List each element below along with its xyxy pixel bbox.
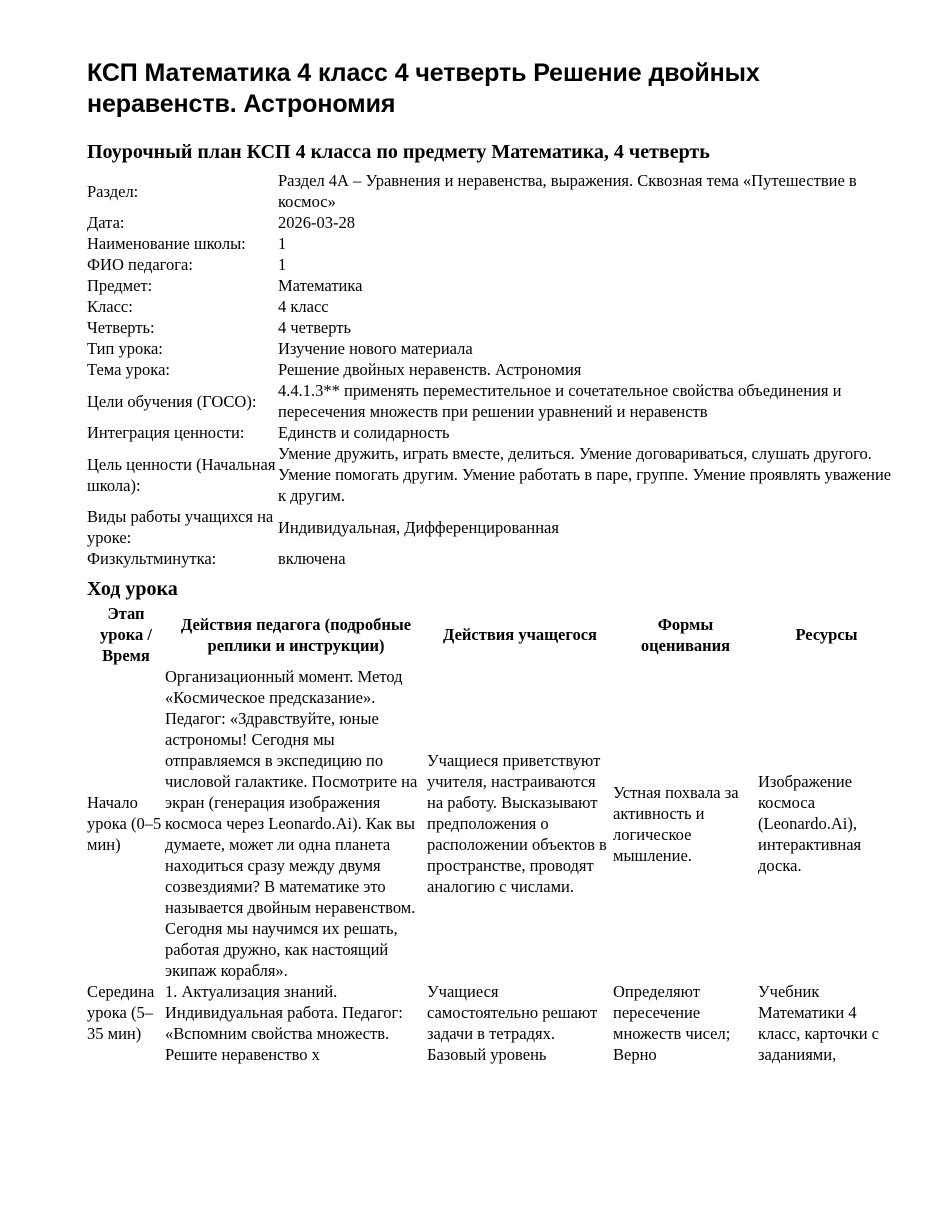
- meta-label: Интеграция ценности:: [87, 423, 245, 442]
- meta-value: 2026-03-28: [278, 213, 355, 232]
- meta-value: Единств и солидарность: [278, 423, 450, 442]
- plan-subtitle: Поурочный план КСП 4 класса по предмету Математика, 4 четверть: [87, 141, 710, 163]
- document-page: [87, 58, 893, 1065]
- lesson-meta-table: [87, 170, 893, 569]
- meta-value: Раздел 4А – Уравнения и неравенства, выражения. Сквозная тема «Путешествие в космос»: [278, 171, 857, 211]
- col-header-teacher: Действия педагога (подробные реплики и инструкции): [180, 614, 412, 655]
- meta-row: [87, 317, 893, 338]
- meta-value: Математика: [278, 276, 363, 295]
- meta-label: Предмет:: [87, 276, 153, 295]
- resources-cell: Изображение космоса (Leonardo.Ai), интерактивная доска.: [758, 772, 862, 875]
- meta-value: 4.4.1.3** применять переместительное и сочетательное свойства объединения и пересечения множеств при решении уравнений и неравенств: [278, 381, 842, 421]
- meta-row: [87, 359, 893, 380]
- meta-label: Четверть:: [87, 318, 155, 337]
- meta-row: [87, 254, 893, 275]
- meta-label: Физкультминутка:: [87, 549, 217, 568]
- meta-row: [87, 275, 893, 296]
- teacher-actions-cell: Организационный момент. Метод «Космическое предсказание». Педагог: «Здравствуйте, юные астрономы! Сегодня мы отправляемся в экспедицию по числовой галактике. Посмотрите на экран (генерация изображения космоса через Leonardo.Ai). Как вы думаете, может ли одна планета находиться сразу между двумя созвездиями? В математике это называется двойным неравенством. Сегодня мы научимся их решать, работая дружно, как настоящий экипаж корабля».: [165, 667, 418, 980]
- meta-row: [87, 296, 893, 317]
- meta-value: 1: [278, 255, 287, 274]
- meta-row: [87, 506, 893, 548]
- meta-label: Наименование школы:: [87, 234, 246, 253]
- meta-row: [87, 443, 893, 506]
- col-header-student: Действия учащегося: [443, 625, 597, 644]
- assessment-cell: Устная похвала за активность и логическое мышление.: [613, 782, 739, 865]
- meta-label: Дата:: [87, 213, 125, 232]
- meta-row: [87, 422, 893, 443]
- meta-label: Раздел:: [87, 181, 139, 201]
- meta-row: [87, 380, 893, 422]
- table-row: [87, 666, 895, 981]
- meta-value: включена: [278, 549, 346, 568]
- meta-value: Умение дружить, играть вместе, делиться. Умение договариваться, слушать другого. Умение помогать другим. Умение работать в паре, группе. Умение проявлять уважение к другим.: [278, 444, 892, 505]
- teacher-actions-cell: 1. Актуализация знаний. Индивидуальная работа. Педагог: «Вспомним свойства множеств. Решите неравенство x: [165, 982, 403, 1064]
- progress-heading: Ход урока: [87, 578, 178, 600]
- meta-row: [87, 233, 893, 254]
- lesson-steps-table: [87, 603, 895, 1065]
- meta-label: Цели обучения (ГОСО):: [87, 391, 257, 411]
- meta-value: Индивидуальная, Дифференцированная: [278, 517, 559, 537]
- meta-label: Тема урока:: [87, 360, 170, 379]
- meta-value: 4 класс: [278, 297, 329, 316]
- document-title: КСП Математика 4 класс 4 четверть Решение двойных неравенств. Астрономия: [87, 59, 760, 118]
- meta-value: 4 четверть: [278, 318, 351, 337]
- meta-row: [87, 338, 893, 359]
- stage-cell: Начало урока (0–5 мин): [87, 793, 162, 854]
- meta-row: [87, 548, 893, 569]
- meta-label: Цель ценности (Начальная школа):: [87, 454, 276, 495]
- steps-header-row: [87, 603, 895, 666]
- meta-label: Класс:: [87, 297, 133, 316]
- col-header-assessment: Формы оценивания: [640, 614, 731, 655]
- table-row: [87, 981, 895, 1065]
- meta-row: [87, 170, 893, 212]
- assessment-cell: Определяют пересечение множеств чисел; Верно: [613, 982, 731, 1064]
- resources-cell: Учебник Математики 4 класс, карточки с заданиями,: [758, 982, 880, 1064]
- meta-row: [87, 212, 893, 233]
- student-actions-cell: Учащиеся приветствуют учителя, настраиваются на работу. Высказывают предположения о расположении объектов в пространстве, проводят аналогию с числами.: [427, 751, 607, 896]
- meta-value: 1: [278, 234, 287, 253]
- meta-value: Решение двойных неравенств. Астрономия: [278, 360, 582, 379]
- student-actions-cell: Учащиеся самостоятельно решают задачи в тетрадях. Базовый уровень: [427, 982, 598, 1064]
- meta-label: Виды работы учащихся на уроке:: [87, 507, 274, 547]
- col-header-stage: Этап урока / Время: [100, 604, 152, 665]
- col-header-resources: Ресурсы: [795, 625, 858, 644]
- meta-label: Тип урока:: [87, 339, 163, 358]
- stage-cell: Середина урока (5–35 мин): [87, 982, 155, 1043]
- meta-value: Изучение нового материала: [278, 339, 473, 358]
- meta-label: ФИО педагога:: [87, 255, 193, 274]
